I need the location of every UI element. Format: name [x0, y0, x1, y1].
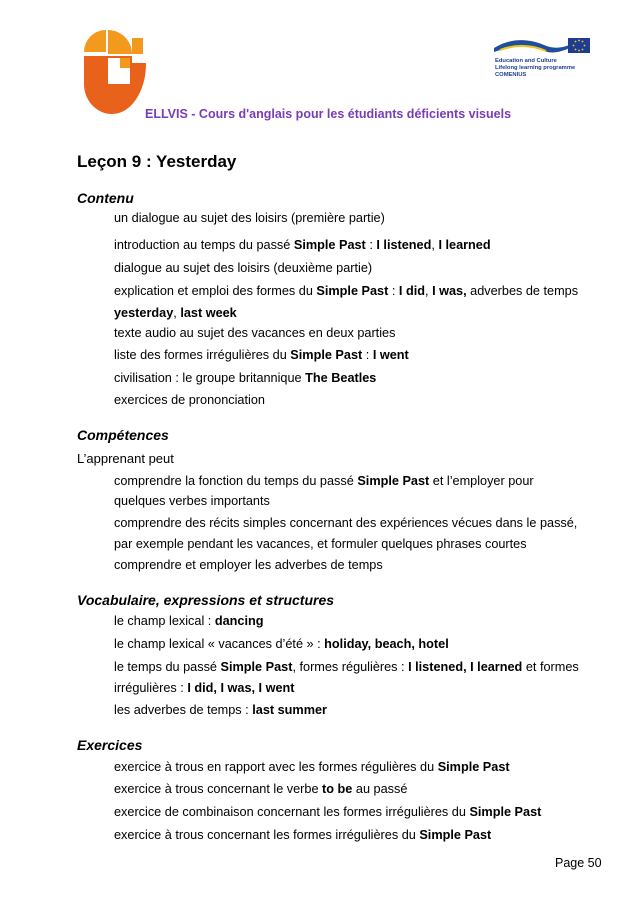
- section-intro: L’apprenant peut: [77, 451, 174, 466]
- list-item-continuation: par exemple pendant les vacances, et formuler quelques phrases courtes: [114, 537, 527, 551]
- list-item: exercice de combinaison concernant les formes irrégulières du Simple Past: [114, 805, 542, 819]
- section-heading-vocabulaire: Vocabulaire, expressions et structures: [77, 592, 335, 608]
- section-heading-exercices: Exercices: [77, 737, 143, 753]
- list-item: exercice à trous concernant les formes irrégulières du Simple Past: [114, 828, 492, 842]
- lesson-title: Leçon 9 : Yesterday: [77, 152, 237, 171]
- list-item: exercices de prononciation: [114, 393, 265, 407]
- list-item: comprendre et employer les adverbes de temps: [114, 558, 383, 572]
- list-item: exercice à trous concernant le verbe to be au passé: [114, 782, 408, 796]
- list-item-continuation: yesterday, last week: [114, 306, 237, 320]
- section-heading-contenu: Contenu: [77, 190, 134, 206]
- list-item: dialogue au sujet des loisirs (deuxième partie): [114, 261, 373, 275]
- list-item: comprendre la fonction du temps du passé Simple Past et l’employer pour: [114, 474, 534, 488]
- section-heading-competences: Compétences: [77, 427, 169, 443]
- eu-line: Lifelong learning programme: [495, 65, 576, 71]
- list-item: exercice à trous en rapport avec les formes régulières du Simple Past: [114, 760, 510, 774]
- ellvis-logo: [84, 30, 146, 114]
- eu-programme-text: [495, 58, 575, 79]
- list-item: le champ lexical « vacances d’été » : holiday, beach, hotel: [114, 637, 449, 651]
- list-item: liste des formes irrégulières du Simple Past : I went: [114, 348, 409, 362]
- list-item: le champ lexical : dancing: [114, 614, 264, 628]
- course-header: ELLVIS - Cours d'anglais pour les étudiants déficients visuels: [145, 107, 512, 121]
- list-item-continuation: quelques verbes importants: [114, 494, 270, 508]
- list-item-continuation: irrégulières : I did, I was, I went: [114, 681, 295, 695]
- list-item: le temps du passé Simple Past, formes régulières : I listened, I learned et formes: [114, 660, 579, 674]
- list-item: introduction au temps du passé Simple Past : I listened, I learned: [114, 238, 491, 252]
- list-item: comprendre des récits simples concernant des expériences vécues dans le passé,: [114, 516, 578, 530]
- list-item: texte audio au sujet des vacances en deux parties: [114, 326, 396, 340]
- list-item: civilisation : le groupe britannique The Beatles: [114, 371, 377, 385]
- eu-line: COMENIUS: [495, 72, 527, 78]
- list-item: explication et emploi des formes du Simple Past : I did, I was, adverbes de temps: [114, 284, 579, 298]
- list-item: un dialogue au sujet des loisirs (première partie): [114, 211, 385, 225]
- eu-line: Education and Culture: [495, 58, 557, 64]
- list-item: les adverbes de temps : last summer: [114, 703, 327, 717]
- page-number: Page 50: [555, 856, 602, 870]
